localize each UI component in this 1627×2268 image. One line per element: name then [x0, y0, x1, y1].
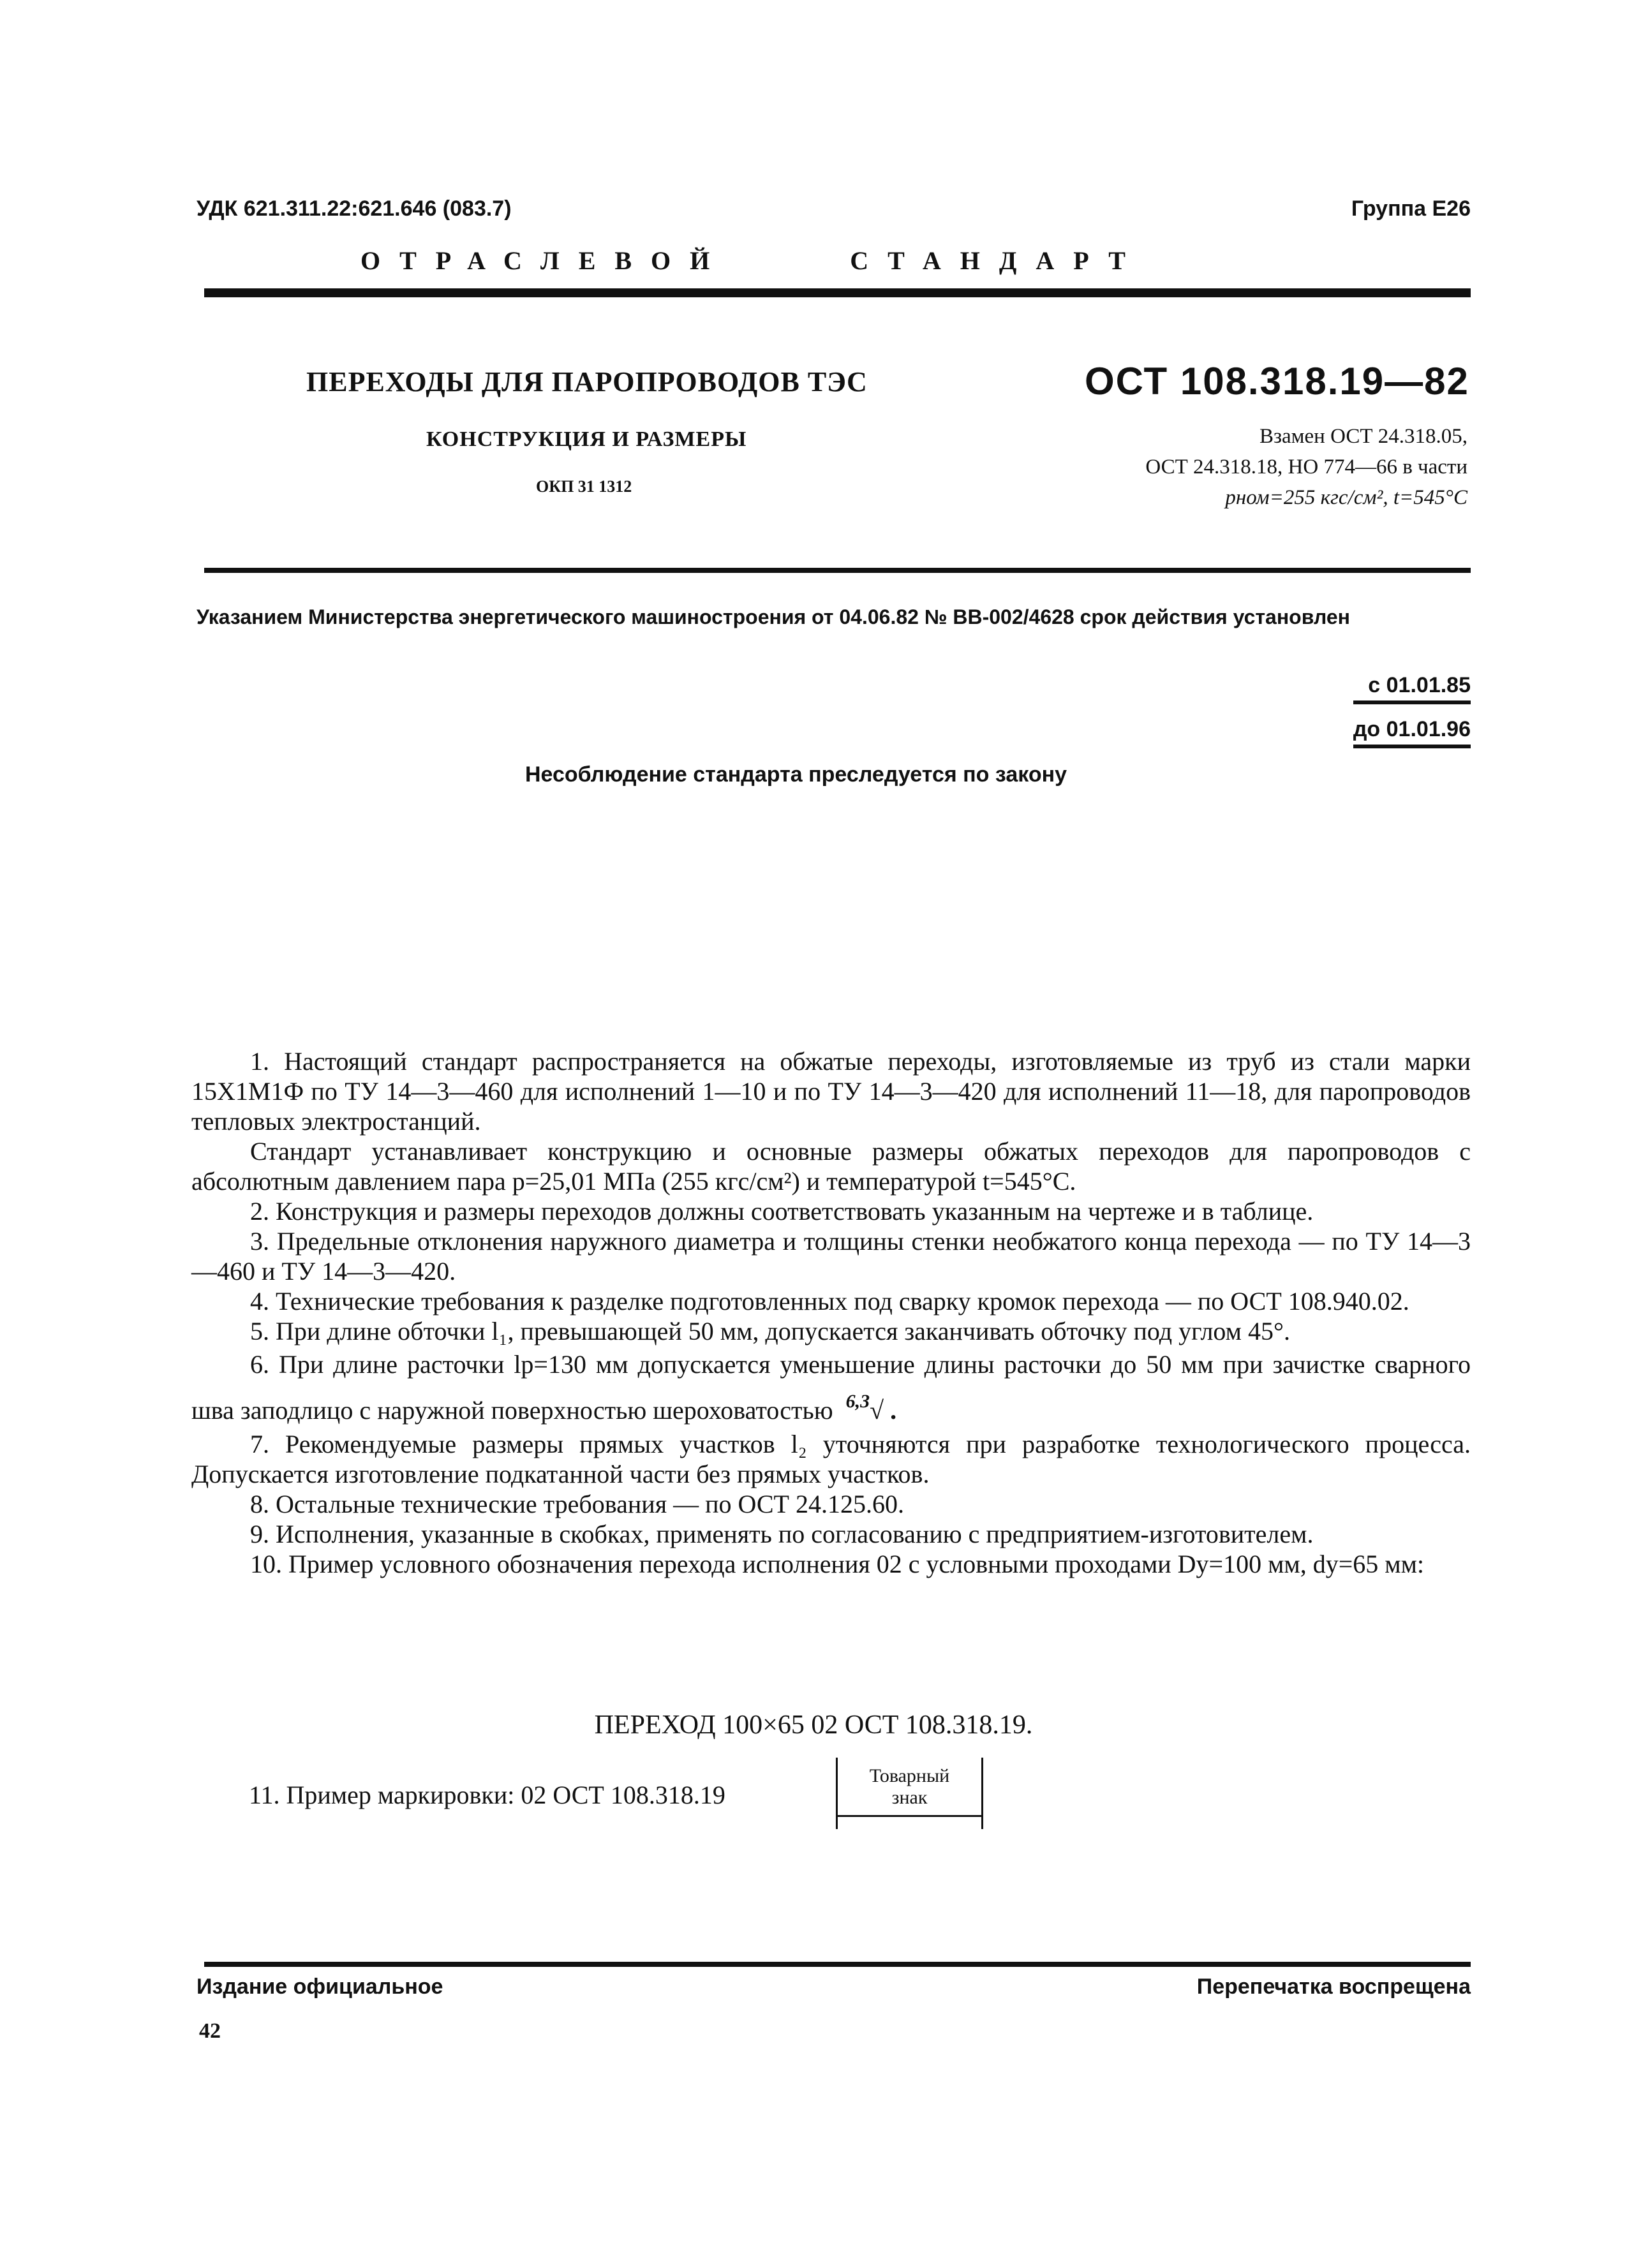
- page-number: 42: [199, 2019, 221, 2043]
- paragraph: [191, 1346, 1471, 1429]
- footer-official: Издание официальное: [197, 1975, 443, 1999]
- title-rule: [204, 568, 1471, 573]
- replaces-line: pном=255 кгс/см², t=545°С: [1225, 486, 1467, 509]
- paragraph: 1. Настоящий стандарт распространяется на обжатые переходы, изготовляемые из труб из стали марки 15Х1М1Ф по ТУ 14—3—460 для исполнений 1—10 и по ТУ 14—3—420 для исполнений 11—18, для паропроводов тепловых электростанций.: [191, 1047, 1471, 1136]
- paragraph: 5. При длине обточки l₁, превышающей 50 мм, допускается заканчивать обточку под углом 45°.: [250, 1317, 1290, 1345]
- header-rule: [204, 288, 1471, 297]
- roughness-value: 6,3: [845, 1391, 870, 1412]
- paragraph: 3. Предельные отклонения наружного диаметра и толщины стенки необжатого конца перехода — по ТУ 14—3—460 и ТУ 14—3—420.: [191, 1227, 1471, 1286]
- designation-example: ПЕРЕХОД 100×65 02 ОСТ 108.318.19.: [594, 1710, 1033, 1740]
- standard-type-banner: [360, 246, 1145, 276]
- paragraph: 10. Пример условного обозначения перехода исполнения 02 с условными проходами Dу=100 мм, dу=65 мм:: [250, 1550, 1425, 1578]
- paragraph: 8. Остальные технические требования — по ОСТ 24.125.60.: [250, 1490, 904, 1518]
- paragraph: 9. Исполнения, указанные в скобках, применять по согласованию с предприятием-изготовителем.: [250, 1520, 1314, 1548]
- okp-code: ОКП 31 1312: [536, 477, 632, 496]
- footer-reprint: Перепечатка воспрещена: [1196, 1975, 1471, 1999]
- law-notice: [0, 762, 1627, 787]
- paragraph: 2. Конструкция и размеры переходов должны соответствовать указанным на чертеже и в таблице.: [250, 1197, 1314, 1226]
- banner-left: ОТРАСЛЕВОЙ: [360, 246, 729, 275]
- trademark-line: Товарный: [869, 1765, 950, 1786]
- law-notice-text: Несоблюдение стандарта преследуется по закону: [524, 762, 1067, 787]
- paragraph: 7. Рекомендуемые размеры прямых участков l₂ уточняются при разработке технологического процесса. Допускается изготовление подкатанной части без прямых участков.: [191, 1430, 1471, 1488]
- paragraph: 4. Технические требования к разделке подготовленных под сварку кромок перехода — по ОСТ 108.940.02.: [250, 1287, 1409, 1316]
- replaces-notice: [1145, 421, 1467, 513]
- valid-from: с 01.01.85: [1353, 673, 1471, 704]
- marking-example: 11. Пример маркировки: 02 ОСТ 108.318.19: [249, 1781, 725, 1809]
- banner-right: СТАНДАРТ: [850, 246, 1145, 275]
- trademark-line: знак: [891, 1787, 928, 1808]
- standard-number: ОСТ 108.318.19—82: [1085, 360, 1469, 403]
- document-body: [191, 1046, 1471, 1579]
- paragraph: Стандарт устанавливает конструкцию и основные размеры обжатых переходов для паропроводов с абсолютным давлением пара p=25,01 МПа (255 кгс/см²) и температурой t=545°С.: [191, 1137, 1471, 1196]
- roughness-symbol-icon: √ .: [870, 1396, 897, 1425]
- replaces-line: ОСТ 24.318.18, НО 774—66 в части: [1145, 456, 1467, 478]
- trademark-box: [836, 1758, 983, 1829]
- group-code: Группа Е26: [1351, 196, 1471, 221]
- udk-code: УДК 621.311.22:621.646 (083.7): [197, 196, 512, 221]
- document-subtitle: КОНСТРУКЦИЯ И РАЗМЕРЫ: [426, 427, 747, 451]
- decree-text: Указанием Министерства энергетического машиностроения от 04.06.82 № ВВ-002/4628 срок действия установлен: [197, 605, 1350, 628]
- document-title: ПЕРЕХОДЫ ДЛЯ ПАРОПРОВОДОВ ТЭС: [306, 366, 868, 397]
- replaces-line: Взамен ОСТ 24.318.05,: [1259, 425, 1467, 448]
- footer-rule: [204, 1962, 1471, 1967]
- paragraph-text: 6. При длине расточки lр=130 мм допускается уменьшение длины расточки до 50 мм при зачистке сварного шва заподлицо с наружной поверхностью шероховатостью: [191, 1350, 1471, 1425]
- validity-dates: [1353, 673, 1471, 761]
- valid-to: до 01.01.96: [1353, 717, 1471, 748]
